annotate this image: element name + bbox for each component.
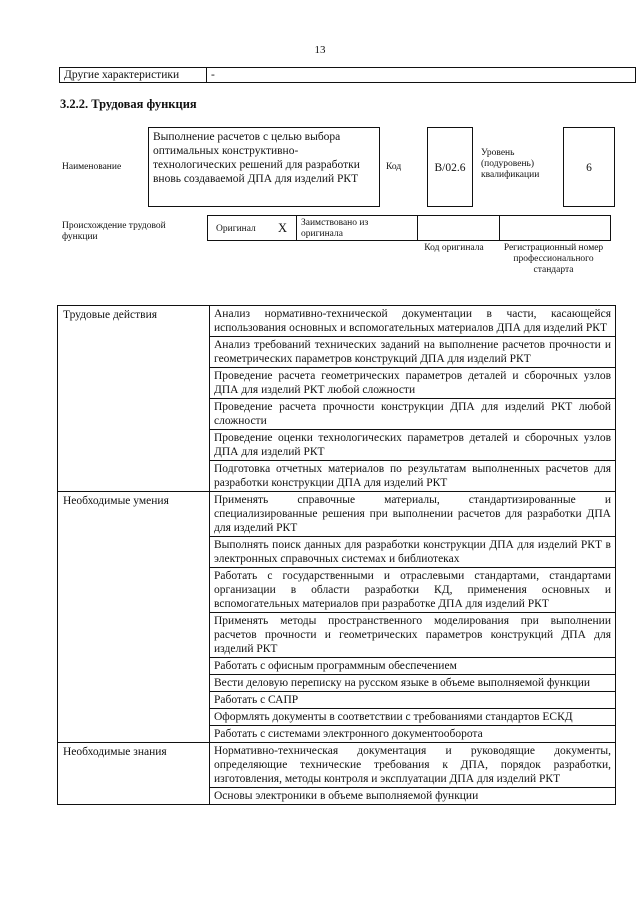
category-cell: Трудовые действия bbox=[58, 306, 210, 492]
original-label: Оригинал bbox=[216, 224, 256, 234]
item-cell: Подготовка отчетных материалов по результатам выполненных расчетов для разработки конструкции ДПА для изделий РКТ bbox=[210, 461, 616, 492]
item-cell: Основы электроники в объеме выполняемой функции bbox=[210, 788, 616, 805]
item-cell: Анализ требований технических заданий на выполнение расчетов прочности и геометрических параметров конструкций ДПА для изделий РКТ bbox=[210, 337, 616, 368]
original-mark: X bbox=[278, 221, 288, 235]
item-cell: Работать с системами электронного документооборота bbox=[210, 726, 616, 743]
category-cell: Необходимые знания bbox=[58, 743, 210, 805]
origin-divider-2 bbox=[417, 216, 418, 240]
name-label: Наименование bbox=[62, 162, 122, 172]
code-original-caption: Код оригинала bbox=[424, 243, 484, 253]
item-cell: Работать с государственными и отраслевыми стандартами, стандартами организации в области разработки КД, применения основных и вспомогательных материалов при разработке ДПА для изделий РКТ bbox=[210, 568, 616, 613]
other-characteristics-table bbox=[59, 67, 636, 83]
table-row bbox=[58, 306, 616, 337]
origin-box bbox=[207, 215, 611, 241]
code-value: B/02.6 bbox=[427, 127, 473, 207]
item-cell: Проведение расчета прочности конструкции ДПА для изделий РКТ любой сложности bbox=[210, 399, 616, 430]
item-cell: Анализ нормативно-технической документации в части, касающейся использования основных и вспомогательных материалов ДПА для изделий РКТ bbox=[210, 306, 616, 337]
origin-divider-1 bbox=[296, 216, 297, 240]
level-value: 6 bbox=[563, 127, 615, 207]
other-characteristics-value: - bbox=[207, 68, 636, 83]
item-cell: Применять справочные материалы, стандартизированные и специализированные решения при выполнении расчетов для разработки ДПА для изделий РКТ bbox=[210, 492, 616, 537]
category-cell: Необходимые умения bbox=[58, 492, 210, 743]
item-cell: Вести деловую переписку на русском языке в объеме выполняемой функции bbox=[210, 675, 616, 692]
function-name: Выполнение расчетов с целью выбора оптимальных конструктивно-технологических решений для разработки вновь создаваемой ДПА для изделий РКТ bbox=[148, 127, 380, 207]
reg-number-caption: Регистрационный номер профессионального стандарта bbox=[503, 243, 604, 275]
item-cell: Работать с САПР bbox=[210, 692, 616, 709]
item-cell: Выполнять поиск данных для разработки конструкции ДПА для изделий РКТ в электронных справочных системах и библиотеках bbox=[210, 537, 616, 568]
origin-label: Происхождение трудовой функции bbox=[62, 221, 166, 242]
main-table bbox=[57, 305, 616, 805]
table-row bbox=[58, 743, 616, 788]
other-characteristics-label: Другие характеристики bbox=[60, 68, 207, 83]
code-label: Код bbox=[386, 162, 402, 172]
item-cell: Проведение расчета геометрических параметров деталей и сборочных узлов ДПА для изделий РКТ любой сложности bbox=[210, 368, 616, 399]
section-title: 3.2.2. Трудовая функция bbox=[60, 97, 197, 111]
level-label: Уровень (подуровень) квалификации bbox=[481, 148, 540, 180]
item-cell: Оформлять документы в соответствии с требованиями стандартов ЕСКД bbox=[210, 709, 616, 726]
item-cell: Работать с офисным программным обеспечением bbox=[210, 658, 616, 675]
page-number: 13 bbox=[314, 44, 326, 56]
item-cell: Нормативно-техническая документация и руководящие документы, определяющие технические требования к ДПА, порядок разработки, изготовления, методы контроля и эксплуатации ДПА для изделий РКТ bbox=[210, 743, 616, 788]
borrowed-label: Заимствовано из оригинала bbox=[301, 218, 369, 239]
item-cell: Проведение оценки технологических параметров деталей и сборочных узлов ДПА для изделий РКТ bbox=[210, 430, 616, 461]
table-row bbox=[58, 492, 616, 537]
item-cell: Применять методы пространственного моделирования при выполнении расчетов прочности и геометрических параметров конструкций ДПА для изделий РКТ bbox=[210, 613, 616, 658]
origin-divider-3 bbox=[499, 216, 500, 240]
